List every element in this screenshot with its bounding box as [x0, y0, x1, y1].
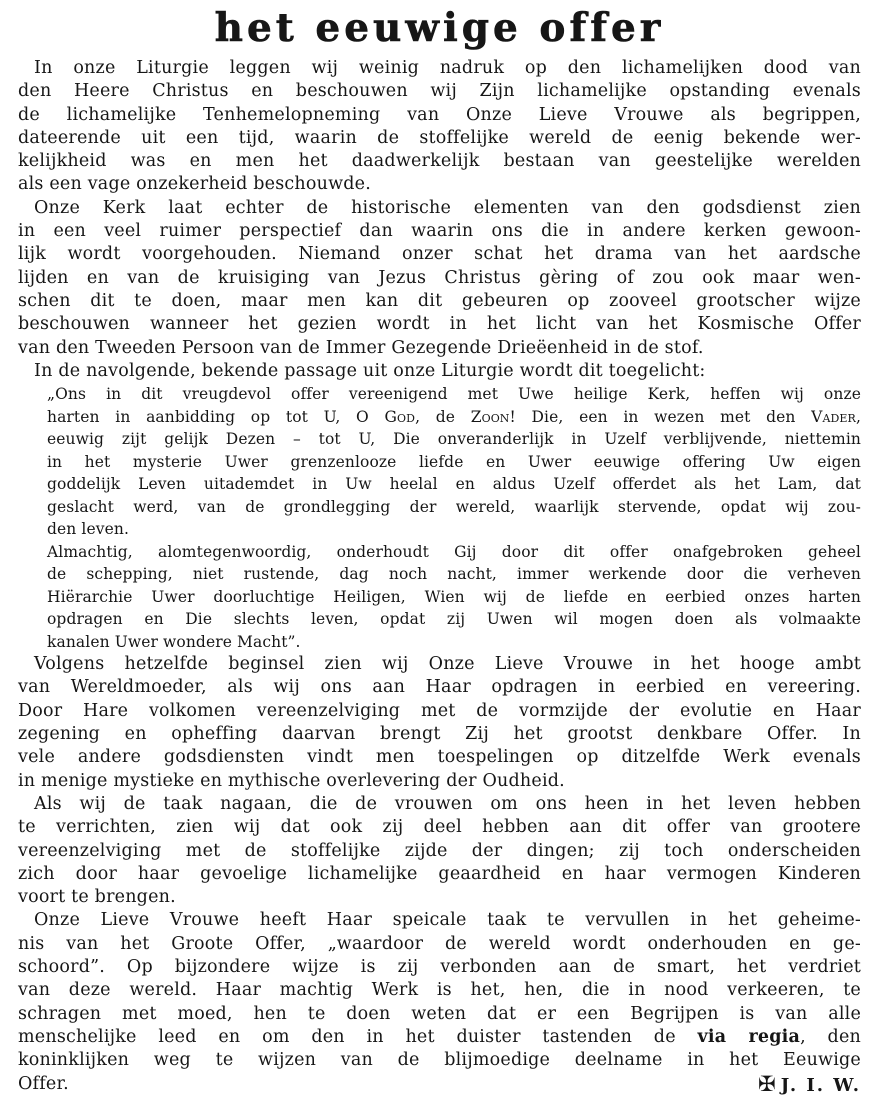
text-line: goddelijk Leven uitademdet in Uw heelal en aldus Uzelf offerdet als het Lam, dat [47, 475, 861, 494]
text-line: eeuwig zijt gelijk Dezen – tot U, Die onveranderlijk in Uzelf verblijvende, niettemin [47, 430, 861, 449]
text-line: lijk wordt voorgehouden. Niemand onzer schat het drama van het aardsche [18, 244, 861, 265]
small-caps-word: Zoon [470, 407, 510, 426]
text-line: nis van het Groote Offer, „waardoor de wereld wordt onderhouden en ge- [18, 933, 861, 954]
text-line: zich door haar gevoelige lichamelijke geaardheid en haar vermogen Kinderen [18, 863, 861, 884]
body-paragraph [18, 793, 861, 909]
text-line: Onze Kerk laat echter de historische elementen van den godsdienst zien [34, 197, 861, 218]
text-line: beschouwen wanneer het gezien wordt in het licht van het Kosmische Offer [18, 314, 861, 335]
text-line: van deze wereld. Haar machtig Werk is het, hen, die in nood verkeeren, te [18, 980, 861, 1001]
text-line: vereenzelviging met de stoffelijke zijde der dingen; zij toch onderscheiden [18, 840, 861, 861]
text-line: kanalen Uwer wondere Macht”. [47, 632, 301, 651]
text-line: te verrichten, zien wij dat ook zij deel hebben aan dit offer van grootere [18, 817, 861, 838]
text-line: den Heere Christus en beschouwen wij Zijn lichamelijke opstanding evenals [18, 81, 861, 102]
text-line: lijden en van de kruisiging van Jezus Christus gèring of zou ook maar wen- [18, 267, 861, 288]
maltese-cross-icon: ✠ [758, 1071, 776, 1096]
text-line: van Wereldmoeder, als wij ons aan Haar opdragen in eerbied en vereering. [18, 677, 861, 698]
author-signature [758, 1073, 861, 1096]
small-caps-word: Vader [811, 407, 856, 426]
text-line: Als wij de taak nagaan, die de vrouwen om ons heen in het leven hebben [34, 793, 861, 814]
text-line: menschelijke leed en om den in het duister tastenden de via regia, den [18, 1026, 861, 1047]
text-line: schen dit te doen, maar men kan dit gebeuren op zooveel grootscher wijze [18, 290, 861, 311]
body-paragraph [18, 57, 861, 197]
body-paragraph [18, 909, 861, 1095]
text-line: vele andere godsdiensten vindt men toespelingen op ditzelfde Werk evenals [18, 747, 861, 768]
text-line: de lichamelijke Tenhemelopneming van Onze Lieve Vrouwe als begrippen, [18, 104, 861, 125]
text-line: kelijkheid was en men het daadwerkelijk bestaan van geestelijke werelden [18, 151, 861, 172]
text-line: schoord”. Op bijzondere wijze is zij verbonden aan de smart, het verdriet [18, 957, 861, 978]
small-caps-word: God [384, 407, 416, 426]
text-line: „Ons in dit vreugdevol offer vereenigend met Uwe heilige Kerk, heffen wij onze [47, 385, 861, 404]
text-line: geslacht werd, van de grondlegging der wereld, waarlijk stervende, opdat wij zou- [47, 497, 861, 516]
article-body [18, 57, 861, 1096]
body-paragraph [18, 653, 861, 793]
liturgy-quote-paragraph [47, 383, 861, 541]
text-line: Onze Lieve Vrouwe heeft Haar speicale taak te vervullen in het geheime- [34, 910, 861, 931]
text-line: als een vage onzekerheid beschouwde. [18, 174, 371, 195]
text-line: de schepping, niet rustende, dag noch nacht, immer werkende door die verheven [47, 565, 861, 584]
text-line: Hiërarchie Uwer doorluchtige Heiligen, Wien wij de liefde en eerbied onzes harten [47, 587, 861, 606]
text-line: harten in aanbidding op tot U, O God, de Zoon! Die, een in wezen met den Vader, [47, 407, 861, 426]
text-line: Almachtig, alomtegenwoordig, onderhoudt Gij door dit offer onafgebroken geheel [47, 542, 861, 561]
text-line: Volgens hetzelfde beginsel zien wij Onze Lieve Vrouwe in het hooge ambt [34, 654, 861, 675]
text-line: In de navolgende, bekende passage uit onze Liturgie wordt dit toegelicht: [34, 360, 706, 381]
text-line: den leven. [47, 520, 129, 539]
body-paragraph [18, 360, 861, 383]
text-line: koninklijken weg te wijzen van de blijmoedige deelname in het Eeuwige [18, 1050, 861, 1071]
text-line: schragen met moed, hen te doen weten dat er een Begrijpen is van alle [18, 1003, 861, 1024]
text-line: ✠ J. I. W. Offer. [18, 1071, 861, 1096]
text-line: in een veel ruimer perspectief dan waarin ons die in andere kerken gewoon- [18, 221, 861, 242]
text-line: in menige mystieke en mythische overlevering der Oudheid. [18, 770, 565, 791]
text-line: voort te brengen. [18, 887, 176, 908]
text-line: van den Tweeden Persoon van de Immer Gezegende Drieëenheid in de stof. [18, 337, 704, 358]
text-line: dateerende uit een tijd, waarin de stoffelijke wereld de eenig bekende wer- [18, 127, 861, 148]
liturgy-quote-paragraph [47, 541, 861, 654]
text-line: In onze Liturgie leggen wij weinig nadruk op den lichamelijken dood van [34, 58, 861, 78]
author-initials: J. I. W. [780, 1074, 861, 1096]
text-line: opdragen en Die slechts leven, opdat zij Uwen wil mogen doen als volmaakte [47, 610, 861, 629]
page-title: het eeuwige offer [214, 5, 665, 51]
text-line: in het mysterie Uwer grenzenlooze liefde en Uwer eeuwige offering Uw eigen [47, 452, 861, 471]
text-line: zegening en opheffing daarvan brengt Zij het grootst denkbare Offer. In [18, 724, 861, 745]
body-paragraph [18, 197, 861, 360]
text-line: Door Hare volkomen vereenzelviging met de vormzijde der evolutie en Haar [18, 700, 861, 721]
